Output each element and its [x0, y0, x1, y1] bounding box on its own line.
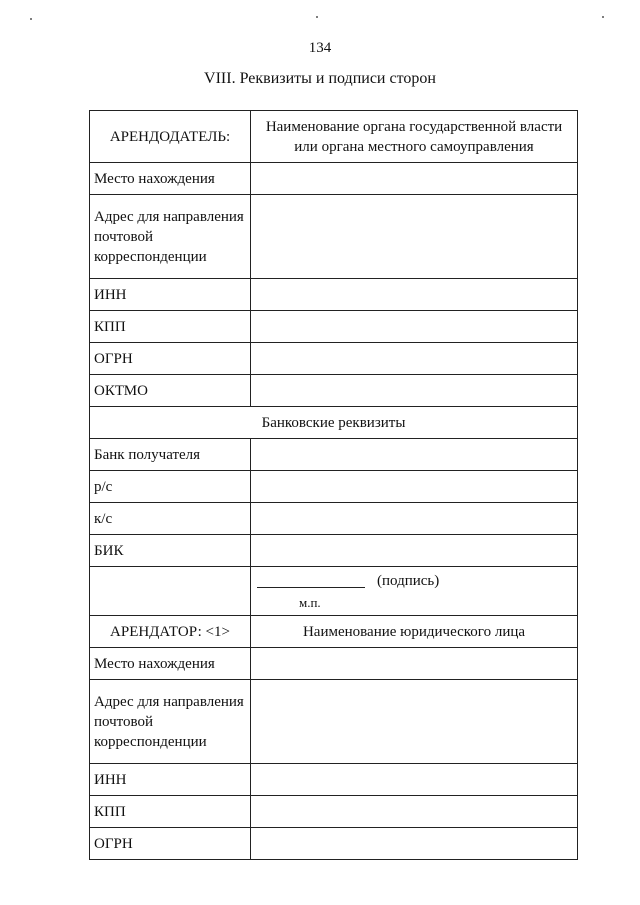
- stamp-label: м.п.: [299, 595, 321, 610]
- table-row: [90, 311, 578, 343]
- table-row: [90, 279, 578, 311]
- row-label-bank: Банк получателя: [90, 439, 251, 471]
- landlord-header-row: [90, 111, 578, 163]
- table-row: [90, 680, 578, 764]
- table-row: [90, 163, 578, 195]
- row-label-settlement-account: р/с: [90, 471, 251, 503]
- row-label-kpp: КПП: [90, 311, 251, 343]
- table-row: [90, 503, 578, 535]
- row-value-location[interactable]: [251, 648, 578, 680]
- tenant-header-row: [90, 616, 578, 648]
- table-row: [90, 535, 578, 567]
- row-label-postal-address: Адрес для направления почтовой корреспонденции: [90, 195, 251, 279]
- row-label-oktmo: ОКТМО: [90, 375, 251, 407]
- table-row: [90, 439, 578, 471]
- row-value-inn[interactable]: [251, 764, 578, 796]
- signature-empty-cell: [90, 567, 251, 616]
- row-label-inn: ИНН: [90, 279, 251, 311]
- table-row: [90, 648, 578, 680]
- landlord-header-label: АРЕНДОДАТЕЛЬ:: [90, 111, 251, 163]
- page-number: 134: [308, 40, 332, 56]
- signature-cell: [251, 567, 578, 616]
- signature-line[interactable]: [257, 587, 365, 588]
- row-label-bik: БИК: [90, 535, 251, 567]
- row-label-location: Место нахождения: [90, 163, 251, 195]
- row-label-ogrn: ОГРН: [90, 343, 251, 375]
- row-label-correspondent-account: к/с: [90, 503, 251, 535]
- row-value-kpp[interactable]: [251, 796, 578, 828]
- table-row: [90, 375, 578, 407]
- row-value-ogrn[interactable]: [251, 343, 578, 375]
- table-row: [90, 343, 578, 375]
- table-row: [90, 764, 578, 796]
- row-value-postal-address[interactable]: [251, 680, 578, 764]
- table-row: [90, 471, 578, 503]
- row-label-ogrn: ОГРН: [90, 828, 251, 860]
- tenant-header-label: АРЕНДАТОР: <1>: [90, 616, 251, 648]
- table-row: [90, 828, 578, 860]
- scan-speck: [602, 16, 604, 18]
- row-value-kpp[interactable]: [251, 311, 578, 343]
- row-value-location[interactable]: [251, 163, 578, 195]
- row-value-inn[interactable]: [251, 279, 578, 311]
- row-label-postal-address: Адрес для направления почтовой корреспонденции: [90, 680, 251, 764]
- bank-section-title: Банковские реквизиты: [90, 407, 578, 439]
- section-title: VIII. Реквизиты и подписи сторон: [204, 70, 436, 87]
- scan-speck: [316, 16, 318, 18]
- row-value-oktmo[interactable]: [251, 375, 578, 407]
- row-value-bank[interactable]: [251, 439, 578, 471]
- signature-label: (подпись): [377, 573, 440, 589]
- scan-speck: [30, 18, 32, 20]
- row-value-ogrn[interactable]: [251, 828, 578, 860]
- tenant-header-value: Наименование юридического лица: [251, 616, 578, 648]
- table-row: [90, 796, 578, 828]
- row-label-kpp: КПП: [90, 796, 251, 828]
- requisites-table: [89, 110, 578, 860]
- bank-section-row: [90, 407, 578, 439]
- row-value-settlement-account[interactable]: [251, 471, 578, 503]
- row-value-bik[interactable]: [251, 535, 578, 567]
- landlord-header-value: Наименование органа государственной власти или органа местного самоуправления: [251, 111, 578, 163]
- row-label-inn: ИНН: [90, 764, 251, 796]
- row-label-location: Место нахождения: [90, 648, 251, 680]
- table-row: [90, 195, 578, 279]
- row-value-postal-address[interactable]: [251, 195, 578, 279]
- signature-row: [90, 567, 578, 616]
- row-value-correspondent-account[interactable]: [251, 503, 578, 535]
